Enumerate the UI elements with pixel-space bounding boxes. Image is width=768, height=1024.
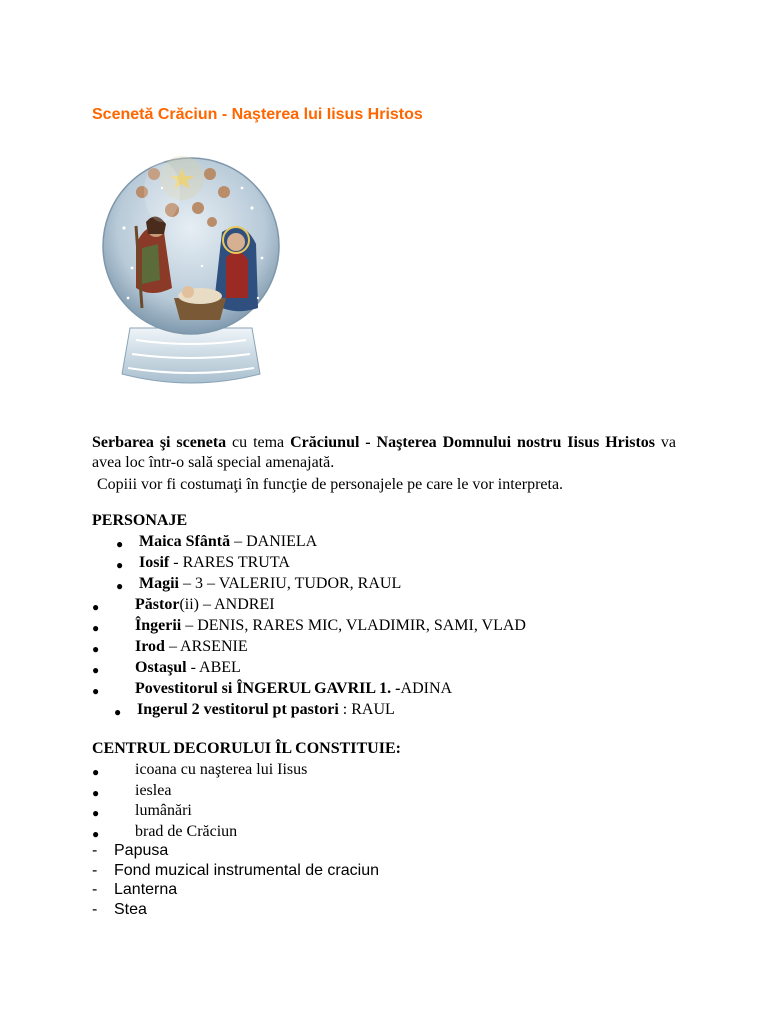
- character-actor: – DANIELA: [230, 533, 318, 550]
- character-item: [139, 554, 290, 572]
- decor-item: icoana cu naşterea lui Iisus: [135, 761, 308, 778]
- bullet-icon: ●: [92, 600, 100, 614]
- character-actor: – ARSENIE: [164, 638, 248, 655]
- character-actor: - RARES TRUTA: [169, 554, 290, 571]
- dash-icon: -: [92, 842, 98, 859]
- decor-item: brad de Crăciun: [135, 823, 238, 840]
- character-role: Povestitorul si ÎNGERUL GAVRIL 1. -: [135, 680, 401, 697]
- bullet-icon: ●: [92, 663, 100, 677]
- character-item: [139, 533, 317, 551]
- characters-heading: PERSONAJE: [92, 512, 188, 529]
- dash-icon: -: [92, 901, 98, 918]
- decor-heading: CENTRUL DECORULUI ÎL CONSTITUIE:: [92, 740, 401, 757]
- document-title: Scenetă Crăciun - Naşterea lui Iisus Hristos: [92, 106, 423, 123]
- character-item: [139, 575, 401, 593]
- bullet-icon: ●: [92, 684, 100, 698]
- bullet-icon: ●: [116, 558, 124, 572]
- character-actor: (ii) – ANDREI: [179, 596, 275, 613]
- character-role: Ostaşul: [135, 659, 187, 676]
- intro-rest: va avea loc într-o sală special amenajată.: [92, 434, 677, 471]
- intro-bold-a: Serbarea şi sceneta: [92, 434, 227, 451]
- bullet-icon: ●: [92, 642, 100, 656]
- decor-extra-item: Lanterna: [114, 881, 178, 898]
- bullet-icon: ●: [114, 705, 122, 719]
- bullet-icon: ●: [116, 579, 124, 593]
- character-role: Magii: [139, 575, 179, 592]
- dash-icon: -: [92, 862, 98, 879]
- character-item: [135, 638, 248, 656]
- nativity-snow-globe-image: [102, 148, 280, 392]
- character-role: Îngerii: [135, 617, 182, 634]
- bullet-icon: ●: [92, 621, 100, 635]
- character-actor: : RAUL: [338, 701, 395, 718]
- character-role: Irod: [135, 638, 165, 655]
- character-actor: – 3 – VALERIU, TUDOR, RAUL: [179, 575, 402, 592]
- dash-icon: -: [92, 881, 98, 898]
- character-item: [135, 596, 275, 614]
- bullet-icon: ●: [92, 806, 100, 820]
- bullet-icon: ●: [116, 537, 124, 551]
- character-item: [135, 617, 526, 635]
- character-item: [135, 680, 452, 698]
- character-role: Păstor: [135, 596, 180, 613]
- intro-bold-b: Crăciunul - Naşterea Domnului nostru Iisus Hristos: [290, 434, 655, 451]
- character-role: Iosif: [139, 554, 170, 571]
- character-role: Maica Sfântă: [139, 533, 231, 550]
- bullet-icon: ●: [92, 827, 100, 841]
- decor-extra-item: Papusa: [114, 842, 169, 859]
- bullet-icon: ●: [92, 786, 100, 800]
- character-actor: - ABEL: [186, 659, 241, 676]
- character-role: Ingerul 2 vestitorul pt pastori: [137, 701, 339, 718]
- bullet-icon: ●: [92, 765, 100, 779]
- intro-mid: cu tema: [226, 434, 291, 451]
- character-actor: – DENIS, RARES MIC, VLADIMIR, SAMI, VLAD: [181, 617, 526, 634]
- intro-line-1: [92, 433, 676, 473]
- decor-item: lumânări: [135, 802, 192, 819]
- character-actor: ADINA: [400, 680, 453, 697]
- character-item: [137, 701, 395, 719]
- decor-extra-item: Stea: [114, 901, 147, 918]
- intro-line-2: Copiii vor fi costumaţi în funcţie de personajele pe care le vor interpreta.: [97, 476, 564, 493]
- decor-item: ieslea: [135, 782, 172, 799]
- character-item: [135, 659, 241, 677]
- intro-paragraph: [92, 433, 676, 495]
- decor-extra-item: Fond muzical instrumental de craciun: [114, 862, 380, 879]
